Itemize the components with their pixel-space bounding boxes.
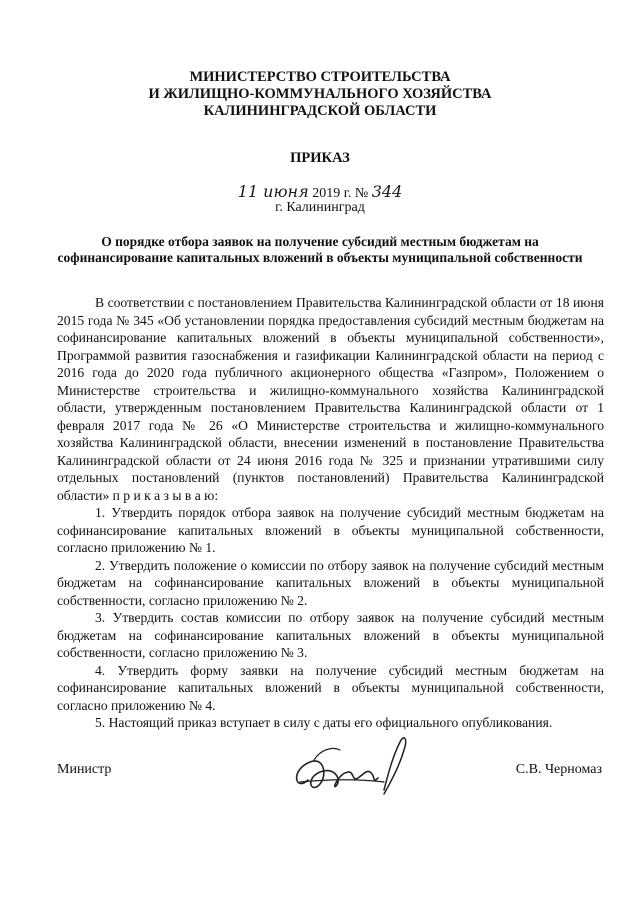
clause-3: 3. Утвердить состав комиссии по отбору заявок на получение субсидий местным бюджетам на софинансирование капитальных вложений в объекты муниципальной собственности, согласно приложению № 3.	[57, 610, 604, 660]
ministry-header	[0, 69, 640, 120]
subject-line-2: софинансирование капитальных вложений в объекты муниципальной собственности	[57, 250, 583, 265]
date-number-line	[0, 182, 640, 202]
signer-name: С.В. Черномаз	[515, 762, 602, 777]
ministry-line-2: И ЖИЛИЩНО-КОММУНАЛЬНОГО ХОЗЯЙСТВА	[148, 86, 492, 102]
document-type: ПРИКАЗ	[290, 150, 350, 166]
signer-role: Министр	[57, 762, 112, 777]
clause-1: 1. Утвердить порядок отбора заявок на получение субсидий местным бюджетам на софинансирование капитальных вложений в объекты муниципальной собственности, согласно приложению № 1.	[57, 505, 604, 555]
order-subject	[40, 234, 600, 266]
order-body	[57, 294, 604, 732]
ministry-line-1: МИНИСТЕРСТВО СТРОИТЕЛЬСТВА	[189, 69, 451, 85]
ministry-line-3: КАЛИНИНГРАДСКОЙ ОБЛАСТИ	[203, 103, 437, 119]
year-number-label: 2019 г. №	[312, 186, 369, 201]
subject-line-1: О порядке отбора заявок на получение субсидий местным бюджетам на	[101, 234, 539, 249]
handwritten-number: 344	[371, 182, 403, 201]
clause-5: 5. Настоящий приказ вступает в силу с даты его официального опубликования.	[95, 715, 553, 730]
preamble-paragraph: В соответствии с постановлением Правительства Калининградской области от 18 июня 2015 года № 345 «Об установлении порядка предоставления субсидий местным бюджетам на софинансирование капитальных вложений в объекты муниципальной собственности», Программой развития газоснабжения и газификации Калининградской области на период с 2016 года до 2020 года публичного акционерного общества «Газпром», Положением о Министерстве строительства и жилищно-коммунального хозяйства Калининградской области, утвержденным постановлением Правительства Калининградской области от 1 февраля 2017 года № 26 «О Министерстве строительства и жилищно-коммунального хозяйства Калининградской области, внесении изменений в постановление Правительства Калининградской области от 24 июня 2016 года № 325 и признании утратившими силу отдельных постановлений (пунктов постановлений) Правительства Калининградской области» п р и к а з ы в а ю:	[57, 295, 604, 503]
city-line: г. Калининград	[275, 200, 365, 215]
handwritten-signature	[280, 720, 420, 810]
clause-2: 2. Утвердить положение о комиссии по отбору заявок на получение субсидий местным бюджетам на софинансирование капитальных вложений в объекты муниципальной собственности, согласно приложению № 2.	[57, 557, 604, 608]
clause-4: 4. Утвердить форму заявки на получение субсидий местным бюджетам на софинансирование капитальных вложений в объекты муниципальной собственности, согласно приложению № 4.	[57, 662, 604, 713]
handwritten-date: 11 июня	[237, 182, 309, 201]
